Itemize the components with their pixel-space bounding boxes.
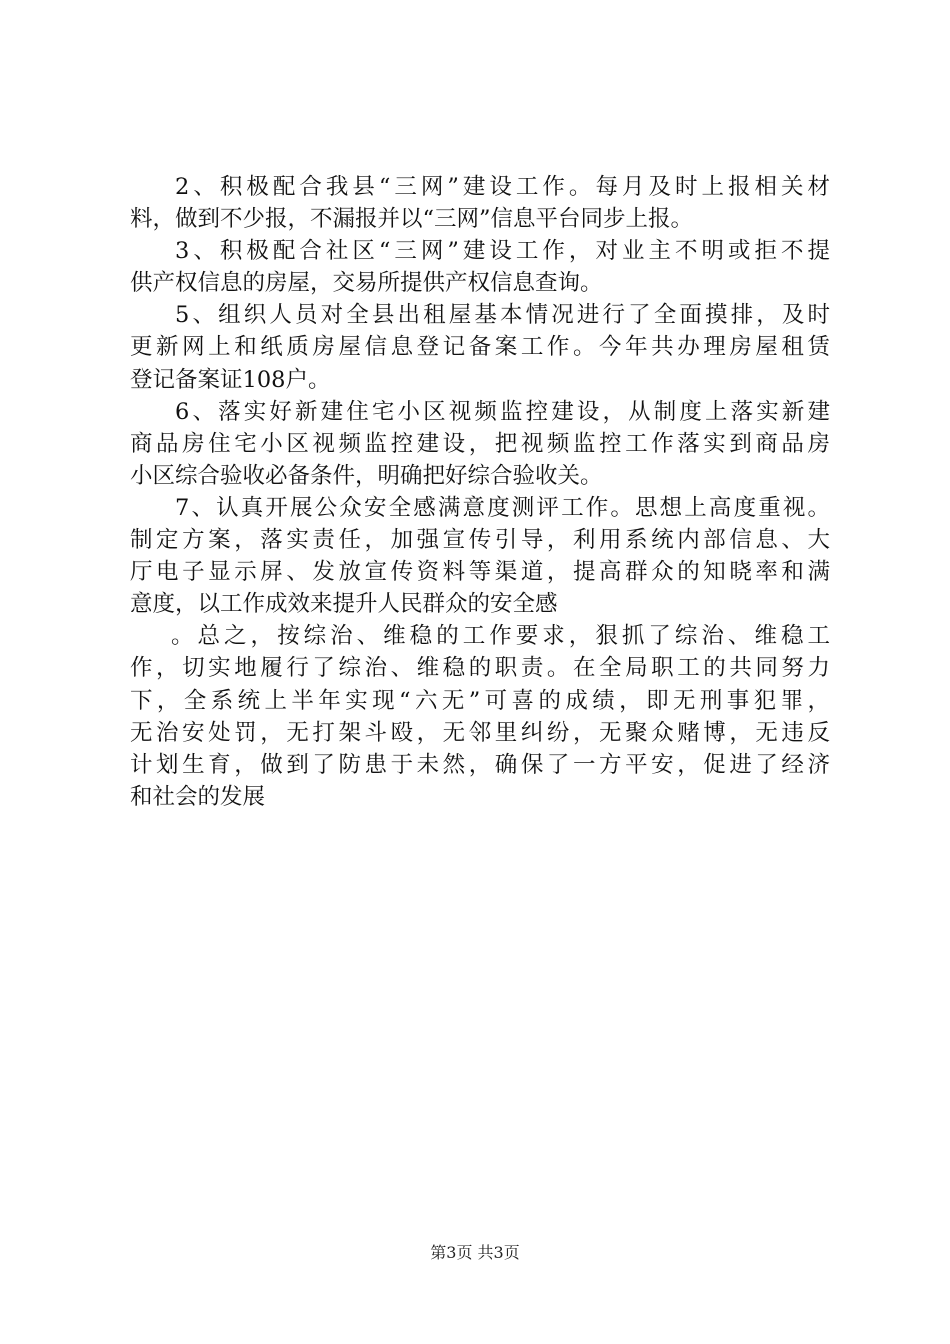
text-line: 下，全系统上半年实现“六无”可喜的成绩，即无刑事犯罪， bbox=[130, 687, 830, 714]
text-line: 和社会的发展 bbox=[130, 783, 266, 810]
text-line: 3、积极配合社区“三网”建设工作，对业主不明或拒不提 bbox=[175, 238, 830, 265]
text-line: 计划生育，做到了防患于未然，确保了一方平安，促进了经济 bbox=[130, 751, 830, 778]
text-line: 意度，以工作成效来提升人民群众的安全感 bbox=[130, 591, 558, 618]
text-line: 5、组织人员对全县出租屋基本情况进行了全面摸排，及时 bbox=[175, 302, 830, 329]
text-line: 制定方案，落实责任，加强宣传引导，利用系统内部信息、大 bbox=[130, 527, 830, 554]
document-body bbox=[130, 171, 830, 813]
text-line: 作，切实地履行了综治、维稳的职责。在全局职工的共同努力 bbox=[130, 655, 830, 682]
text-line: 商品房住宅小区视频监控建设，把视频监控工作落实到商品房 bbox=[130, 430, 830, 457]
text-line: 无治安处罚，无打架斗殴，无邻里纠纷，无聚众赌博，无违反 bbox=[130, 719, 830, 746]
text-line: 厅电子显示屏、发放宣传资料等渠道，提高群众的知晓率和满 bbox=[130, 559, 830, 586]
text-line: 料，做到不少报，不漏报并以“三网”信息平台同步上报。 bbox=[130, 206, 694, 233]
text-line: 。总之，按综治、维稳的工作要求，狠抓了综治、维稳工 bbox=[171, 623, 830, 650]
text-line: 7、认真开展公众安全感满意度测评工作。思想上高度重视。 bbox=[175, 494, 830, 521]
page-footer: 第3页 共3页 bbox=[430, 1243, 520, 1262]
text-line: 更新网上和纸质房屋信息登记备案工作。今年共办理房屋租赁 bbox=[130, 334, 830, 361]
text-line: 2、积极配合我县“三网”建设工作。每月及时上报相关材 bbox=[175, 174, 830, 200]
text-line: 登记备案证108户。 bbox=[130, 366, 331, 393]
text-line: 供产权信息的房屋，交易所提供产权信息查询。 bbox=[130, 270, 603, 297]
text-line: 小区综合验收必备条件，明确把好综合验收关。 bbox=[130, 462, 603, 489]
text-line: 6、落实好新建住宅小区视频监控建设，从制度上落实新建 bbox=[175, 398, 830, 425]
